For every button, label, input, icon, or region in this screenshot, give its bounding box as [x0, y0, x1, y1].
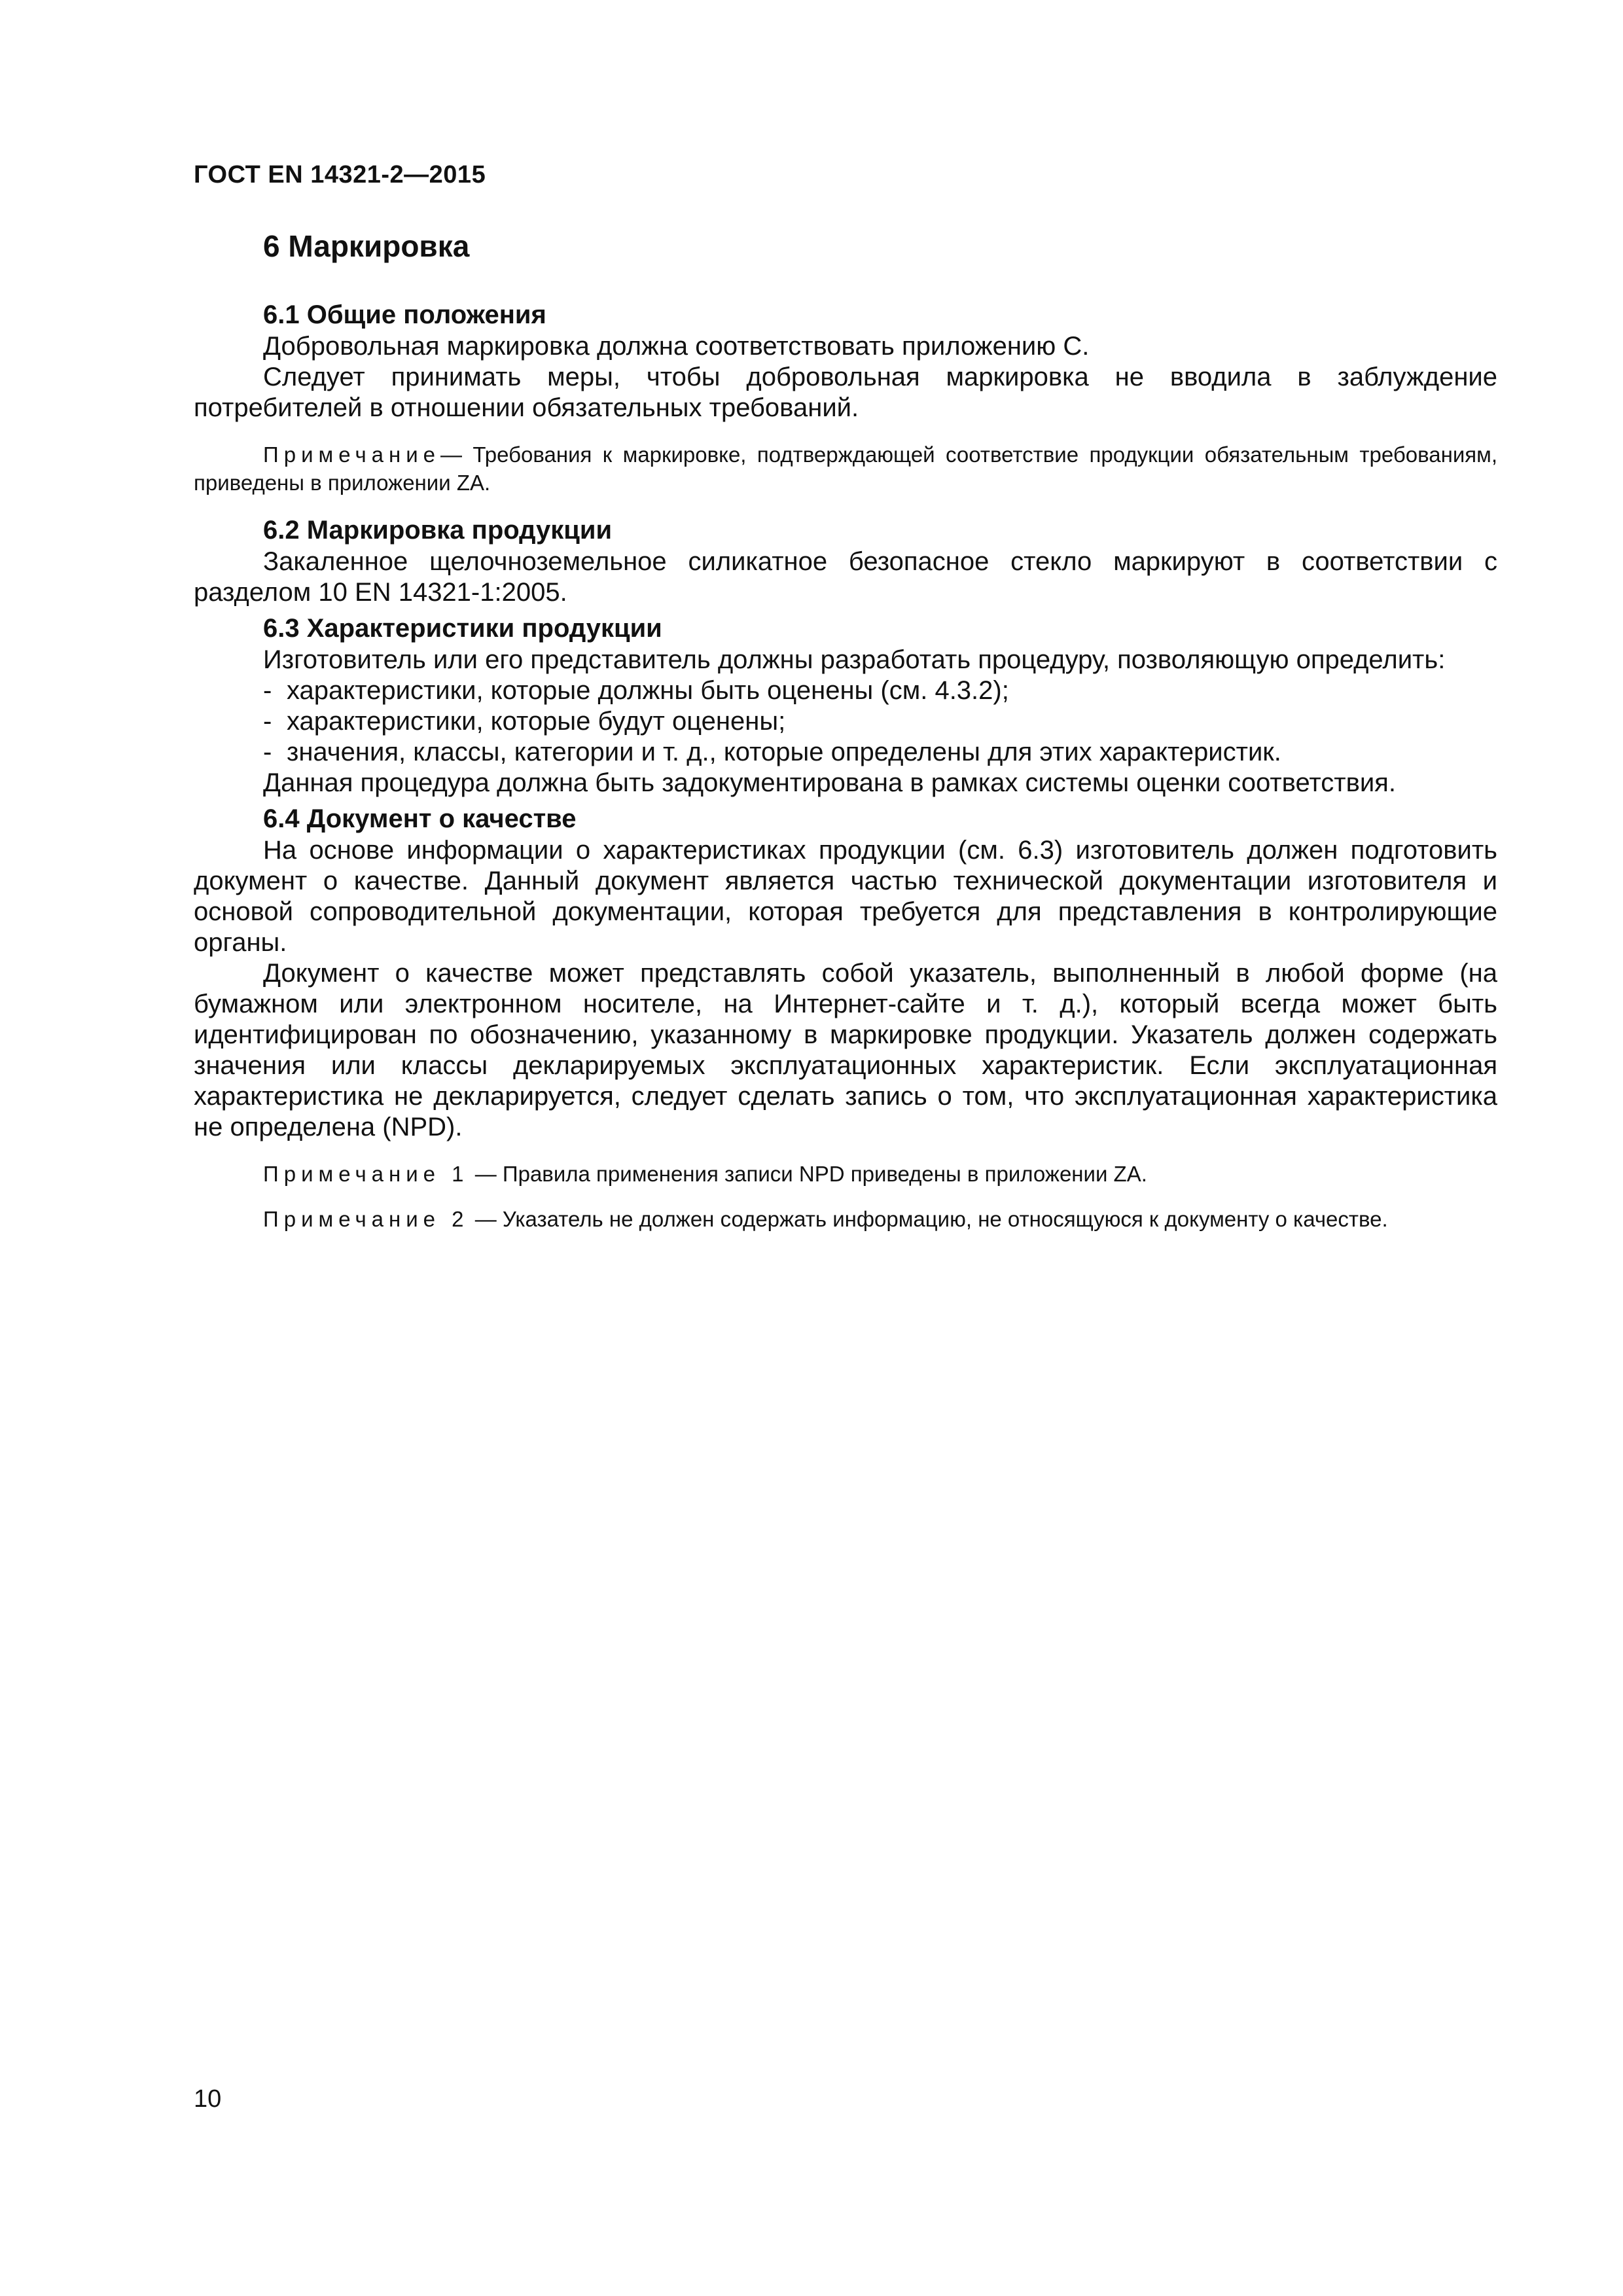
bullet-marker: - [263, 738, 272, 766]
note-label: Примечание 2 [263, 1207, 469, 1231]
subsection-title-6-4: 6.4 Документ о качестве [263, 804, 577, 833]
paragraph-6-3-2: Данная процедура должна быть задокументирована в рамках системы оценки соответствия. [263, 768, 1396, 797]
paragraph-6-1-2: Следует принимать меры, чтобы добровольная маркировка не вводила в заблуждение потребителей в отношении обязательных требований. [194, 363, 1497, 422]
document-code-header: ГОСТ EN 14321-2—2015 [194, 161, 486, 188]
note-text: — Правила применения записи NPD приведены в приложении ZA. [469, 1162, 1147, 1186]
subsection-title-6-1: 6.1 Общие положения [263, 300, 546, 329]
paragraph-6-4-1: На основе информации о характеристиках продукции (см. 6.3) изготовитель должен подготовить документ о качестве. Данный документ является частью технической документации изготовителя и основой сопроводительной документации, которая требуется для представления в контролирующие органы. [194, 836, 1497, 957]
note-6-4-1 [194, 1160, 1497, 1188]
section-title: 6 Маркировка [263, 229, 470, 263]
paragraph-6-4-2: Документ о качестве может представлять собой указатель, выполненный в любой форме (на бумажном или электронном носителе, на Интернет-сайте и т. д.), который всегда может быть идентифицирован по обозначению, указанному в маркировке продукции. Указатель должен содержать значения или классы декларируемых эксплуатационных характеристик. Если эксплуатационная характеристика не декларируется, следует сделать запись о том, что эксплуатационная характеристика не определена (NPD). [194, 959, 1497, 1141]
subsection-title-6-2: 6.2 Маркировка продукции [263, 516, 613, 545]
bullet-marker: - [263, 676, 272, 705]
note-6-4-2 [194, 1205, 1497, 1233]
paragraph-6-2-1: Закаленное щелочноземельное силикатное безопасное стекло маркируют в соответствии с разделом 10 EN 14321-1:2005. [194, 547, 1497, 607]
page-number: 10 [194, 2085, 222, 2113]
list-item [194, 706, 1497, 737]
list-item-text: значения, классы, категории и т. д., которые определены для этих характеристик. [287, 738, 1281, 766]
document-body [194, 228, 1497, 1233]
list-item-text: характеристики, которые будут оценены; [287, 707, 786, 736]
paragraph-6-1-1: Добровольная маркировка должна соответствовать приложению С. [263, 332, 1090, 361]
list-item [194, 737, 1497, 768]
note-label: Примечание 1 [263, 1162, 469, 1186]
paragraph-6-3-1: Изготовитель или его представитель должны разработать процедуру, позволяющую определить: [263, 645, 1446, 674]
note-6-1 [194, 440, 1497, 497]
list-item-text: характеристики, которые должны быть оценены (см. 4.3.2); [287, 676, 1009, 705]
bullet-list [194, 675, 1497, 768]
note-text: — Требования к маркировке, подтверждающей соответствие продукции обязательным требованиям, приведены в приложении ZA. [194, 442, 1497, 495]
note-label: Примечание [263, 442, 441, 467]
list-item [194, 675, 1497, 706]
note-text: — Указатель не должен содержать информацию, не относящуюся к документу о качестве. [469, 1207, 1388, 1231]
subsection-title-6-3: 6.3 Характеристики продукции [263, 614, 662, 643]
bullet-marker: - [263, 707, 272, 736]
